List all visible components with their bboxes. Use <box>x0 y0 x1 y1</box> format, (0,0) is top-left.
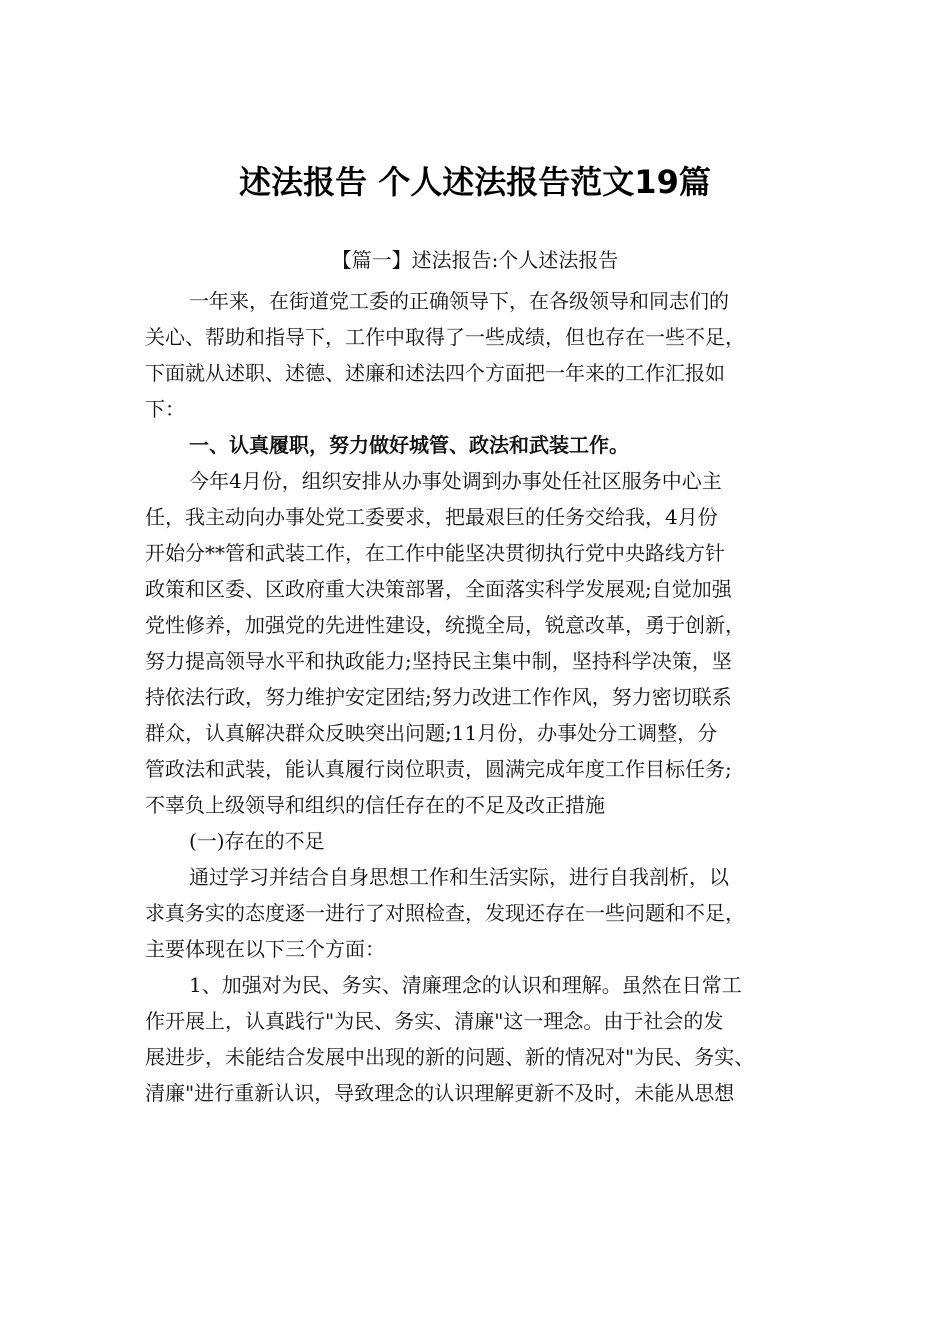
paragraph-line: 清廉"进行重新认识，导致理念的认识理解更新不及时，未能从思想 <box>145 1081 735 1105</box>
document-title: 述法报告 个人述法报告范文19篇 <box>239 163 711 201</box>
section-heading: 【篇一】述法报告:个人述法报告 <box>331 248 619 272</box>
subsection-heading: (一)存在的不足 <box>189 829 325 853</box>
paragraph-line: 作开展上，认真践行"为民、务实、清廉"这一理念。由于社会的发 <box>145 1009 724 1033</box>
paragraph-line: 努力提高领导水平和执政能力;坚持民主集中制，坚持科学决策，坚 <box>145 649 732 673</box>
section-heading-bold: 一、认真履职，努力做好城管、政法和武装工作。 <box>189 433 629 457</box>
paragraph-line: 主要体现在以下三个方面： <box>145 937 385 961</box>
paragraph-line: 今年4月份，组织安排从办事处调到办事处任社区服务中心主 <box>189 469 722 493</box>
paragraph-line: 开始分**管和武装工作，在工作中能坚决贯彻执行党中央路线方针 <box>145 541 725 565</box>
paragraph-line: 管政法和武装，能认真履行岗位职责，圆满完成年度工作目标任务; <box>145 757 732 781</box>
paragraph-line: 任，我主动向办事处党工委要求，把最艰巨的任务交给我，4月份 <box>145 505 718 529</box>
paragraph-line: 下： <box>145 397 185 421</box>
paragraph-line: 政策和区委、区政府重大决策部署，全面落实科学发展观;自觉加强 <box>145 577 732 601</box>
paragraph-line: 群众，认真解决群众反映突出问题;11月份，办事处分工调整，分 <box>145 721 718 745</box>
paragraph-line: 通过学习并结合自身思想工作和生活实际，进行自我剖析，以 <box>189 865 729 889</box>
paragraph-line: 求真务实的态度逐一进行了对照检查，发现还存在一些问题和不足， <box>145 901 745 925</box>
paragraph-line: 下面就从述职、述德、述廉和述法四个方面把一年来的工作汇报如 <box>145 361 725 385</box>
document-body <box>145 283 817 1111</box>
paragraph-line: 党性修养，加强党的先进性建设，统揽全局，锐意改革，勇于创新， <box>145 613 745 637</box>
paragraph-line: 不辜负上级领导和组织的信任存在的不足及改正措施 <box>145 793 605 817</box>
paragraph-line: 展进步，未能结合发展中出现的新的问题、新的情况对"为民、务实、 <box>145 1045 755 1069</box>
paragraph-line: 1、加强对为民、务实、清廉理念的认识和理解。虽然在日常工 <box>189 973 742 997</box>
paragraph-line: 关心、帮助和指导下，工作中取得了一些成绩，但也存在一些不足， <box>145 325 745 349</box>
paragraph-line: 一年来，在街道党工委的正确领导下，在各级领导和同志们的 <box>189 289 729 313</box>
paragraph-line: 持依法行政，努力维护安定团结;努力改进工作作风，努力密切联系 <box>145 685 732 709</box>
